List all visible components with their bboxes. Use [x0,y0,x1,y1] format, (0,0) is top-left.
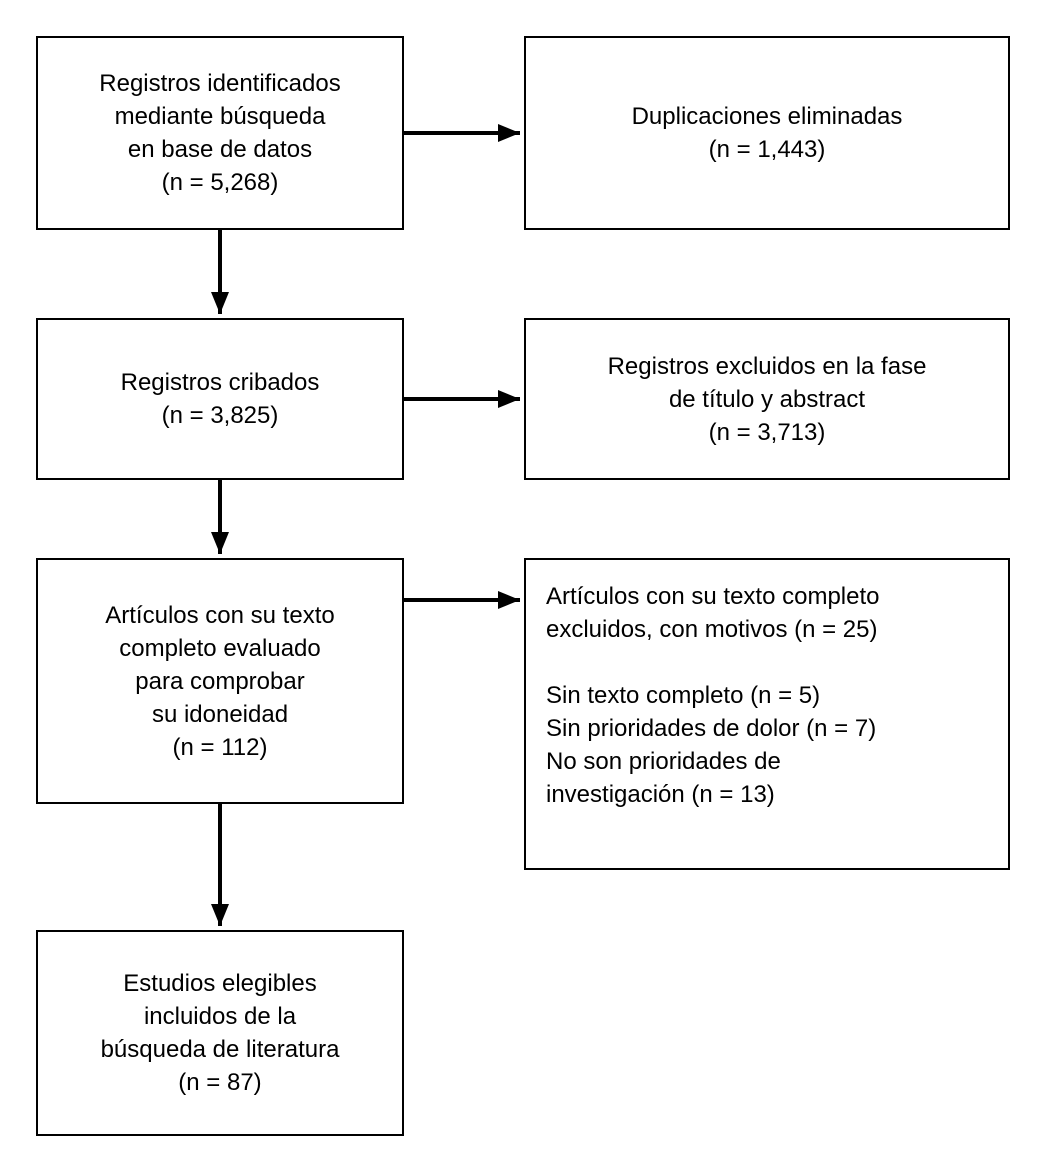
box-count-line: (n = 3,825) [161,402,279,429]
box-count-line: (n = 1,443) [708,136,826,163]
box-count-line: (n = 112) [172,733,268,761]
box-text-line: Registros identificados [99,70,341,97]
box-text-line: mediante búsqueda [114,103,326,130]
box-text-line: completo evaluado [119,634,321,662]
box-reason-line: No son prioridades de [546,748,781,775]
box-text-line: búsqueda de literatura [100,1036,340,1063]
box-count-line: (n = 3,713) [708,418,826,446]
box-text-line: para comprobar [135,667,305,695]
box-text-line: Registros excluidos en la fase [607,352,927,380]
box-text-line: Artículos con su texto [105,601,335,629]
box-text-line: Estudios elegibles [123,970,317,997]
box-fulltext-assessed [36,558,404,804]
box-text-line: Duplicaciones eliminadas [631,103,903,130]
box-text-line: Registros cribados [120,369,320,396]
box-records-screened [36,318,404,480]
box-reason-line: investigación (n = 13) [546,781,775,808]
box-text-line: de título y abstract [668,385,866,413]
box-text-line: en base de datos [127,136,313,163]
box-text-line: excluidos, con motivos (n = 25) [546,616,878,643]
box-reason-line: Sin texto completo (n = 5) [546,682,821,709]
box-count-line: (n = 5,268) [161,169,279,196]
box-duplicates-removed [524,36,1010,230]
box-records-identified [36,36,404,230]
box-reason-line: Sin prioridades de dolor (n = 7) [546,715,877,742]
box-fulltext-excluded [524,558,1010,870]
box-text-line: incluidos de la [143,1003,297,1030]
box-text-line: Artículos con su texto completo [546,583,880,610]
box-text-line: su idoneidad [151,700,289,728]
box-count-line: (n = 87) [178,1069,262,1096]
box-excluded-title-abstract [524,318,1010,480]
box-studies-included [36,930,404,1136]
